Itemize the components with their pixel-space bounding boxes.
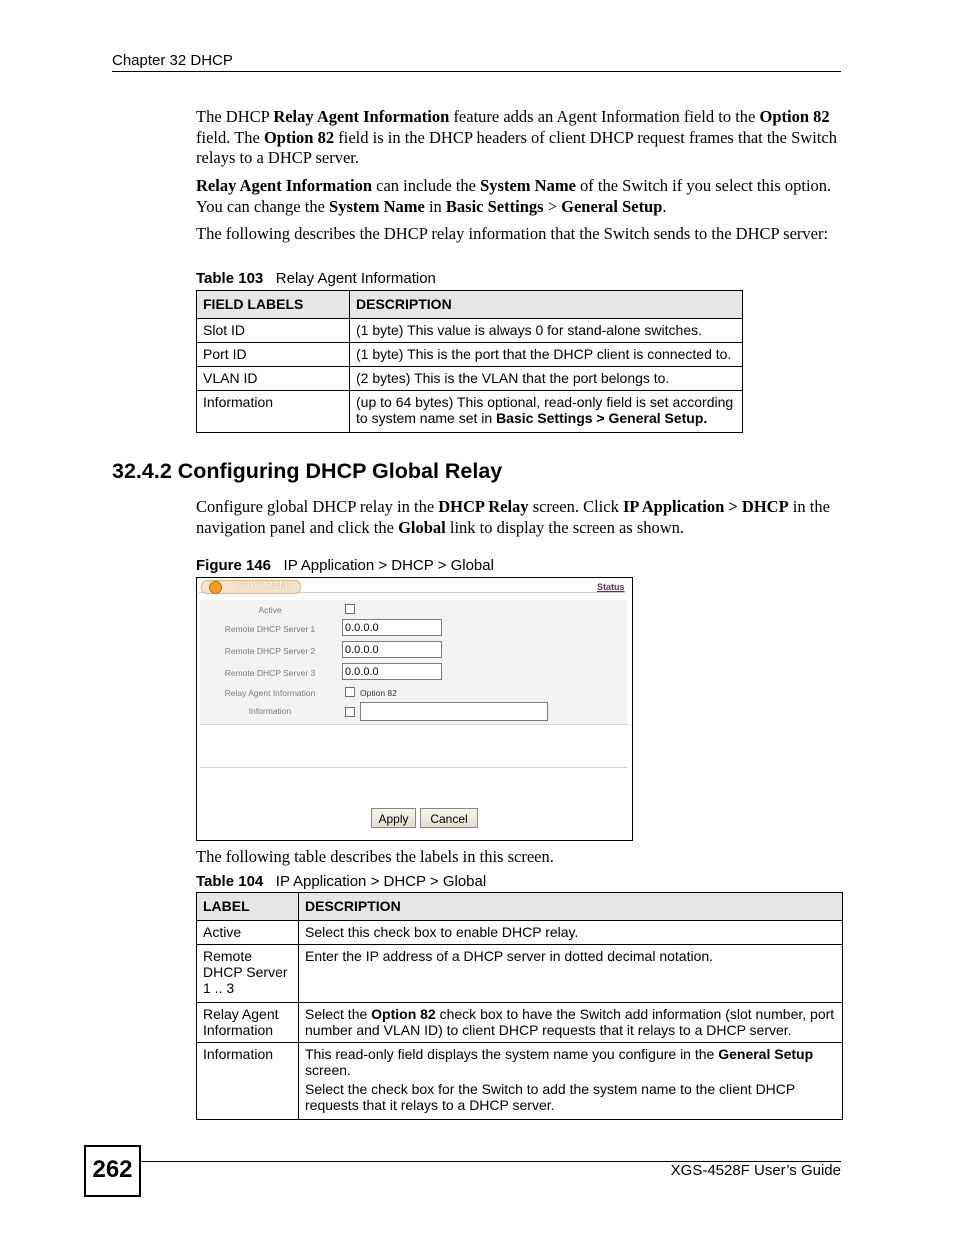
form-divider — [200, 767, 627, 768]
table-cell-label: VLAN ID — [197, 367, 350, 391]
table-cell-desc: (up to 64 bytes) This optional, read-only field is set according to system name set in Basic Settings > General Setup. — [350, 391, 743, 433]
table-cell-label: Active — [197, 921, 299, 945]
table-row — [197, 391, 743, 433]
information-checkbox[interactable] — [345, 707, 355, 717]
remote-dhcp-server-3-label: Remote DHCP Server 3 — [224, 668, 316, 678]
table-header-row — [197, 291, 743, 319]
intro-paragraph-2: Relay Agent Information can include the System Name of the Switch if you select this option. You can change the System Name in Basic Settings > General Setup. — [196, 176, 832, 216]
screen-title-bar — [199, 580, 625, 593]
table-row — [197, 1003, 843, 1043]
table-cell-desc — [299, 1043, 843, 1120]
desc-paragraph: This read-only field displays the system name you configure in the General Setup screen. — [305, 1046, 814, 1078]
column-header: LABEL — [197, 893, 299, 921]
intro-paragraph-1: The DHCP Relay Agent Information feature adds an Agent Information field to the Option 82 field. The Option 82 field is in the DHCP headers of client DHCP request frames that the Switch relays to a DHCP server. — [196, 107, 837, 167]
table-cell-desc: (1 byte) This is the port that the DHCP client is connected to. — [350, 343, 743, 367]
table-cell-desc: Select this check box to enable DHCP relay. — [299, 921, 843, 945]
figure-caption: Figure 146 IP Application > DHCP > Global — [196, 557, 494, 574]
information-input[interactable] — [360, 702, 548, 721]
remote-dhcp-server-1-row — [200, 619, 627, 641]
header-rule — [112, 71, 841, 72]
information-row — [200, 702, 627, 725]
relay-agent-information-label: Relay Agent Information — [224, 688, 316, 698]
table-103 — [196, 290, 743, 433]
active-checkbox[interactable] — [345, 604, 355, 614]
screen-title: DHCP Relay — [235, 580, 294, 591]
column-header: FIELD LABELS — [197, 291, 350, 319]
table-row — [197, 343, 743, 367]
table-cell-label: Port ID — [197, 343, 350, 367]
table-row — [197, 367, 743, 391]
desc-paragraph: Select the check box for the Switch to add the system name to the client DHCP requests that it relays to a DHCP server. — [305, 1081, 795, 1113]
table-104-caption: Table 104 IP Application > DHCP > Global — [196, 873, 487, 890]
table-cell-label: Remote DHCP Server 1 .. 3 — [197, 945, 299, 1003]
remote-dhcp-server-2-input[interactable]: 0.0.0.0 — [342, 641, 442, 658]
table-cell-label: Relay Agent Information — [197, 1003, 299, 1043]
table-cell-label: Slot ID — [197, 319, 350, 343]
remote-dhcp-server-1-input[interactable]: 0.0.0.0 — [342, 619, 442, 636]
remote-dhcp-server-3-input[interactable]: 0.0.0.0 — [342, 663, 442, 680]
relay-agent-information-row — [200, 684, 627, 703]
section-paragraph: Configure global DHCP relay in the DHCP Relay screen. Click IP Application > DHCP in the navigation panel and click the Global link to display the screen as shown. — [196, 497, 830, 537]
active-row — [200, 600, 627, 620]
section-heading: 32.4.2 Configuring DHCP Global Relay — [112, 459, 503, 483]
table-104 — [196, 892, 843, 1120]
table-cell-label: Information — [197, 1043, 299, 1120]
dhcp-relay-screen — [196, 577, 633, 841]
status-link[interactable]: Status — [597, 582, 625, 592]
table-header-row — [197, 893, 843, 921]
chapter-header: Chapter 32 DHCP — [112, 52, 233, 69]
active-label: Active — [258, 605, 282, 615]
table-row — [197, 319, 743, 343]
information-label: Information — [248, 706, 292, 716]
remote-dhcp-server-1-label: Remote DHCP Server 1 — [224, 624, 316, 634]
page-number: 262 — [84, 1145, 141, 1197]
column-header: DESCRIPTION — [299, 893, 843, 921]
table-row — [197, 945, 843, 1003]
column-header: DESCRIPTION — [350, 291, 743, 319]
dhcp-relay-icon — [209, 581, 222, 594]
table-row — [197, 1043, 843, 1120]
table-cell-desc: (1 byte) This value is always 0 for stand-alone switches. — [350, 319, 743, 343]
table-row — [197, 921, 843, 945]
table-103-caption: Table 103 Relay Agent Information — [196, 270, 436, 287]
table-cell-desc: Select the Option 82 check box to have the Switch add information (slot number, port number and VLAN ID) to client DHCP requests that it relays to a DHCP server. — [299, 1003, 843, 1043]
cancel-button[interactable]: Cancel — [420, 808, 478, 828]
table-intro-text: The following table describes the labels in this screen. — [196, 847, 554, 866]
guide-title: XGS-4528F User’s Guide — [670, 1162, 841, 1179]
intro-paragraph-3: The following describes the DHCP relay information that the Switch sends to the DHCP server: — [196, 224, 829, 243]
table-cell-label: Information — [197, 391, 350, 433]
apply-button[interactable]: Apply — [371, 808, 416, 828]
option-82-checkbox[interactable] — [345, 687, 355, 697]
option-82-label: Option 82 — [360, 688, 397, 698]
table-cell-desc: Enter the IP address of a DHCP server in dotted decimal notation. — [299, 945, 843, 1003]
remote-dhcp-server-3-row — [200, 662, 627, 685]
table-cell-desc: (2 bytes) This is the VLAN that the port belongs to. — [350, 367, 743, 391]
remote-dhcp-server-2-row — [200, 640, 627, 663]
remote-dhcp-server-2-label: Remote DHCP Server 2 — [224, 646, 316, 656]
